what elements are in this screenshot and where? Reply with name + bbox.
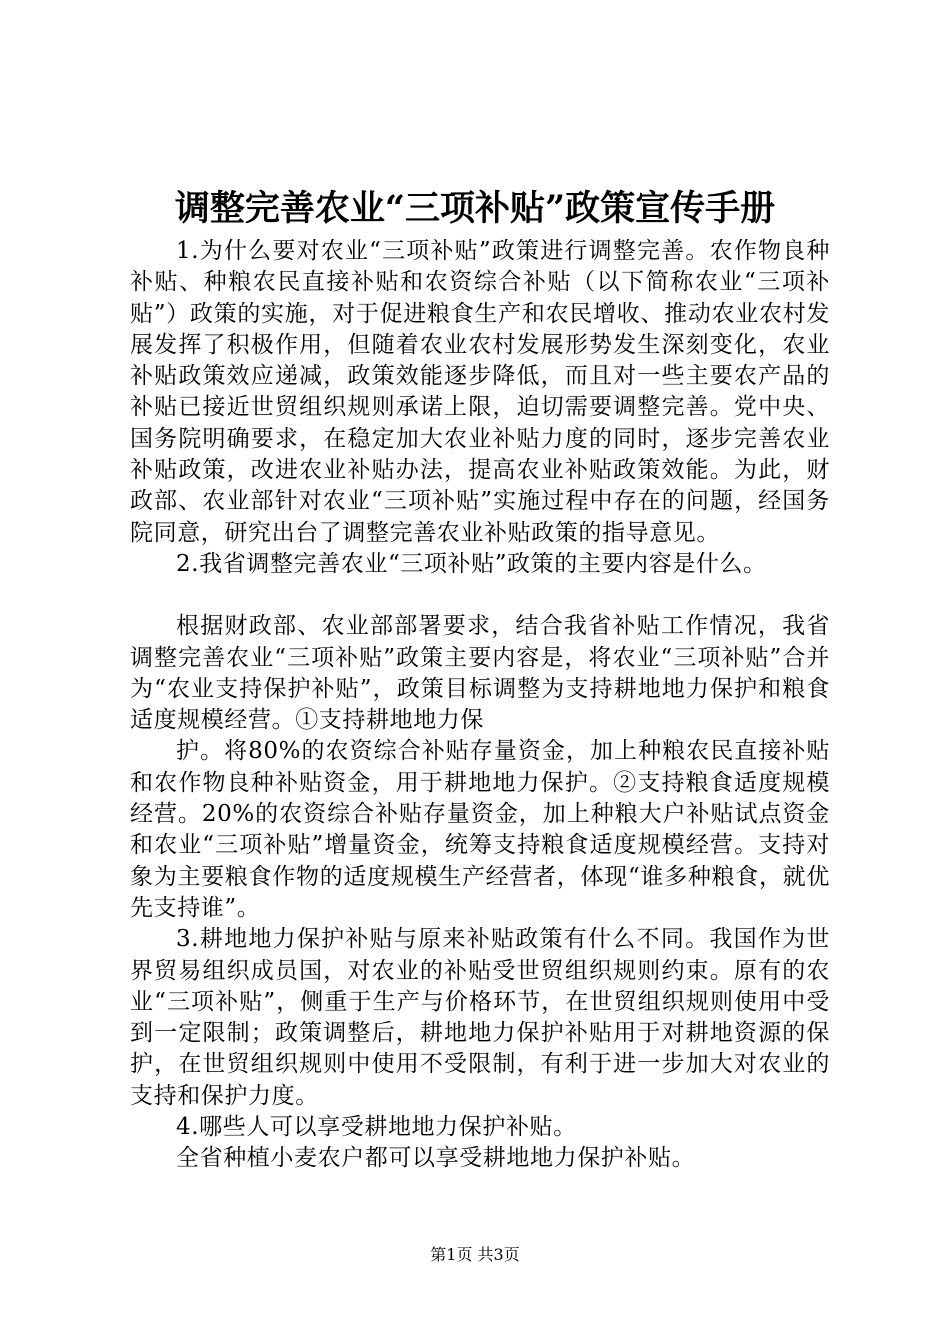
- paragraph-gap: [130, 580, 830, 611]
- paragraph-q3: 3.耕地地力保护补贴与原来补贴政策有什么不同。我国作为世界贸易组织成员国，对农业的补贴受世贸组织规则约束。原有的农业“三项补贴”，侧重于生产与价格环节，在世贸组织规则使用中受到一定限制；政策调整后，耕地地力保护补贴用于对耕地资源的保护，在世贸组织规则中使用不受限制，有利于进一步加大对农业的支持和保护力度。: [130, 926, 830, 1109]
- paragraph-q4: 4.哪些人可以享受耕地地力保护补贴。: [176, 1114, 577, 1141]
- paragraph-q1: 1.为什么要对农业“三项补贴”政策进行调整完善。农作物良种补贴、种粮农民直接补贴和农资综合补贴（以下简称农业“三项补贴”）政策的实施，对于促进粮食生产和农民增收、推动农业农村发展发挥了积极作用，但随着农业农村发展形势发生深刻变化，农业补贴政策效应递减，政策效能逐步降低，而且对一些主要农产品的补贴已接近世贸组织规则承诺上限，迫切需要调整完善。党中央、国务院明确要求，在稳定加大农业补贴力度的同时，逐步完善农业补贴政策，改进农业补贴办法，提高农业补贴政策效能。为此，财政部、农业部针对农业“三项补贴”实施过程中存在的问题，经国务院同意，研究出台了调整完善农业补贴政策的指导意见。: [130, 238, 830, 546]
- paragraph-q2-answer-continued: 护。将80%的农资综合补贴存量资金，加上种粮农民直接补贴和农作物良种补贴资金，用于耕地地力保护。②支持粮食适度规模经营。20%的农资综合补贴存量资金，加上种粮大户补贴试点资金和农业“三项补贴”增量资金，统筹支持粮食适度规模经营。支持对象为主要粮食作物的适度规模生产经营者，体现“谁多种粮食，就优先支持谁”。: [130, 738, 830, 921]
- paragraph-q4-answer: 全省种植小麦农户都可以享受耕地地力保护补贴。: [176, 1145, 696, 1172]
- document-body: [130, 236, 830, 1175]
- paragraph-q2: 2.我省调整完善农业“三项补贴”政策的主要内容是什么。: [176, 550, 767, 577]
- paragraph-q2-answer: 根据财政部、农业部部署要求，结合我省补贴工作情况，我省调整完善农业“三项补贴”政策主要内容是，将农业“三项补贴”合并为“农业支持保护补贴”，政策目标调整为支持耕地地力保护和粮食适度规模经营。①支持耕地地力保: [130, 613, 830, 734]
- document-title: 调整完善农业“三项补贴”政策宣传手册: [174, 188, 776, 229]
- page-footer: 第1页 共3页: [430, 1245, 520, 1264]
